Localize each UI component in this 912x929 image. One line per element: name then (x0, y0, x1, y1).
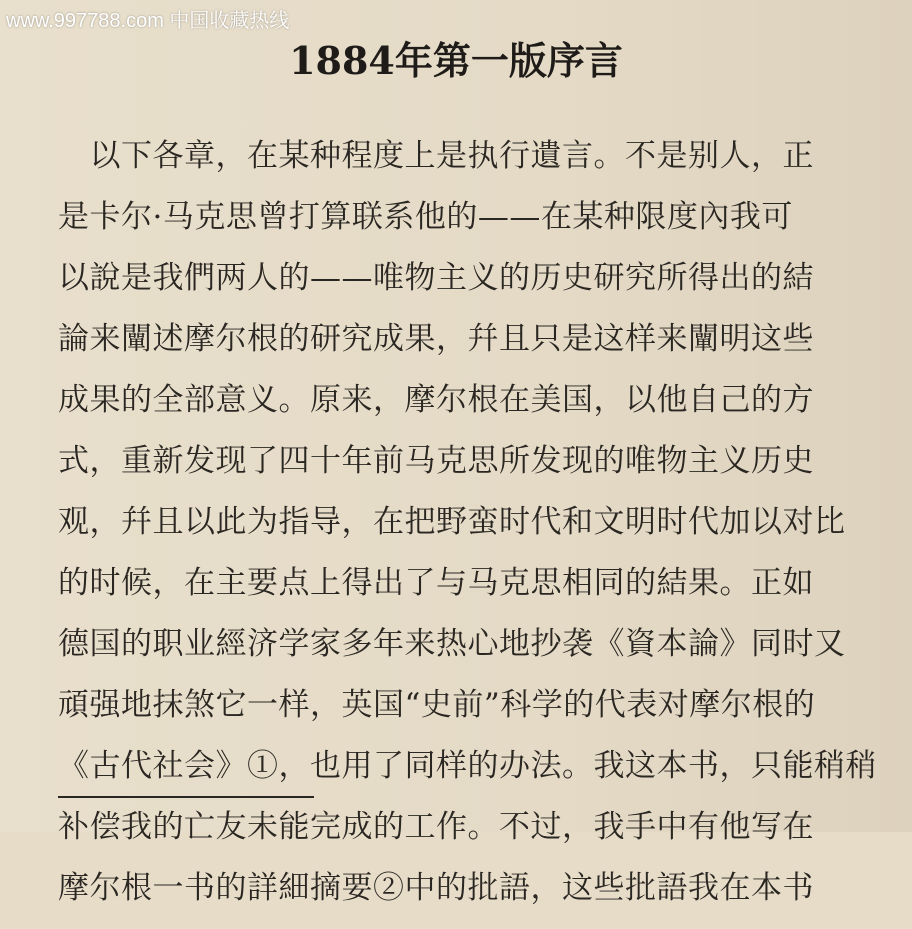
text-line: 成果的全部意义。原来，摩尔根在美国，以他自己的方 (58, 382, 814, 418)
text-line: 补偿我的亡友未能完成的工作。不过，我手中有他写在 (58, 809, 814, 845)
text-line: 《古代社会》①，也用了同样的办法。我这本书，只能稍稍 (58, 748, 877, 784)
text-line: 以說是我們两人的——唯物主义的历史研究所得出的結 (58, 260, 814, 296)
footnote-divider (58, 796, 314, 798)
text-line: 是卡尔·马克思曾打算联系他的——在某种限度內我可 (58, 199, 793, 235)
site-watermark: www.997788.com 中国收藏热线 (6, 10, 290, 32)
page-title: 1884年第一版序言 (289, 38, 623, 83)
text-line: 德国的职业經济学家多年来热心地抄袭《資本論》同时又 (58, 626, 846, 662)
text-line: 的时候，在主要点上得出了与马克思相同的結果。正如 (58, 565, 814, 601)
text-line: 摩尔根一书的詳細摘要②中的批語，这些批語我在本书 (58, 870, 814, 906)
preface-paragraph (58, 136, 877, 929)
text-line: 以下各章，在某种程度上是执行遺言。不是别人，正 (58, 138, 814, 174)
text-line: 观，幷且以此为指导，在把野蛮时代和文明时代加以对比 (58, 504, 846, 540)
text-line: 式，重新发现了四十年前马克思所发现的唯物主义历史 (58, 443, 814, 479)
text-line: 頑强地抹煞它一样，英国“史前”科学的代表对摩尔根的 (58, 687, 816, 723)
text-line: 論来闡述摩尔根的研究成果，幷且只是这样来闡明这些 (58, 321, 814, 357)
